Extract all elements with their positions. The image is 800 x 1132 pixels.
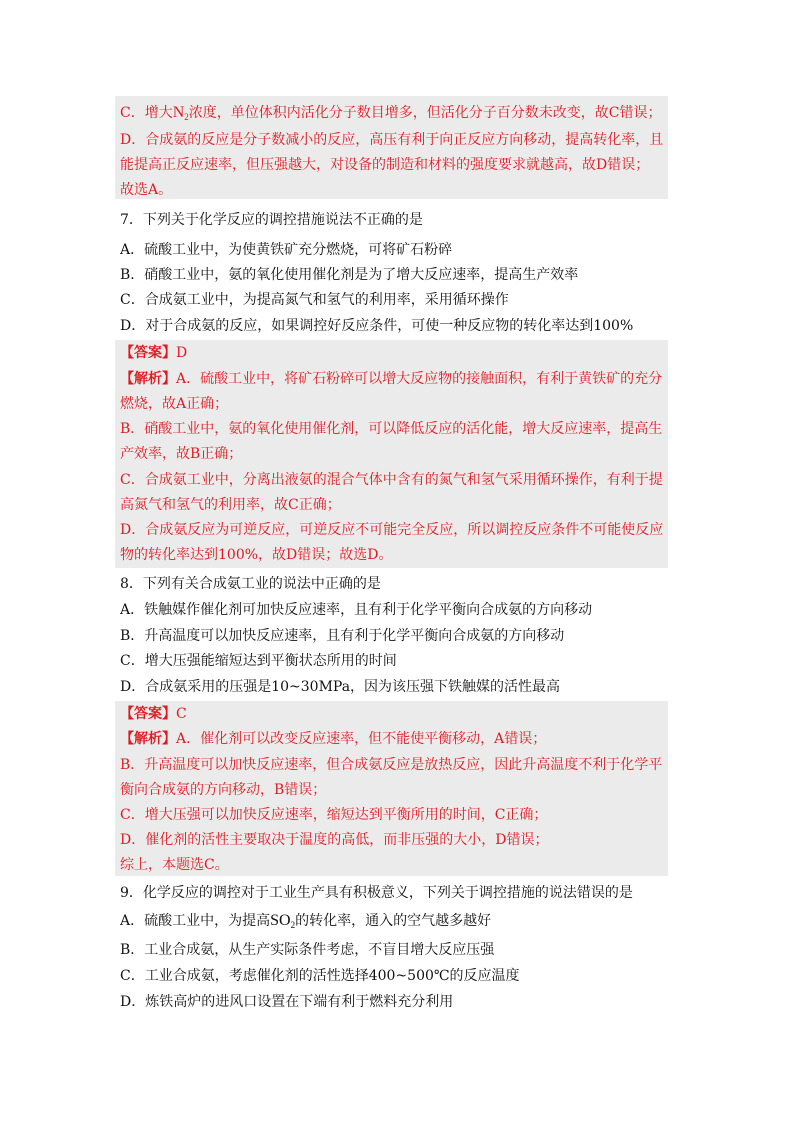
- q9-option-c: C．工业合成氨，考虑催化剂的活性选择400~500℃的反应温度: [120, 968, 520, 984]
- q8-analysis-line-2: B．升高温度可以加快反应速率，但合成氨反应是放热反应，因此升高温度不利于化学平: [120, 757, 663, 773]
- q6-conclusion: 故选A。: [120, 182, 173, 198]
- q7-analysis-line-3: B．硝酸工业中，氨的氧化使用催化剂，可以降低反应的活化能，增大反应速率，提高生: [120, 421, 663, 437]
- q7-stem: 7．下列关于化学反应的调控措施说法不正确的是: [120, 212, 423, 228]
- q6-explanation-line-c: C．增大N2浓度，单位体积内活化分子数目增多，但活化分子百分数未改变，故C错误；: [120, 104, 662, 122]
- q8-option-c: C．增大压强能缩短达到平衡状态所用的时间: [120, 653, 397, 669]
- q8-analysis-line-1: 【解析】A．催化剂可以改变反应速率，但不能使平衡移动，A错误；: [120, 731, 547, 747]
- q6-explanation-line-d2: 能提高正反应速率，但压强越大，对设备的制造和材料的强度要求就越高，故D错误；: [120, 157, 650, 173]
- q7-analysis-line-6: 高氮气和氢气的利用率，故C正确；: [120, 497, 341, 513]
- q9-option-a: A．硫酸工业中，为提高SO2的转化率，通入的空气越多越好: [120, 912, 492, 930]
- q7-analysis-line-5: C．合成氨工业中，分离出液氨的混合气体中含有的氮气和氢气采用循环操作，有利于提: [120, 472, 663, 488]
- q7-analysis-line-1: 【解析】A．硫酸工业中，将矿石粉碎可以增大反应物的接触面积，有利于黄铁矿的充分: [120, 371, 663, 387]
- q8-analysis-line-5: D．催化剂的活性主要取决于温度的高低，而非压强的大小，D错误；: [120, 832, 549, 848]
- q8-option-a: A．铁触媒作催化剂可加快反应速率，且有利于化学平衡向合成氨的方向移动: [120, 602, 593, 618]
- q7-analysis-line-4: 产效率，故B正确；: [120, 446, 243, 462]
- q7-answer: 【答案】D: [120, 345, 188, 361]
- q7-analysis-line-8: 物的转化率达到100%，故D错误；故选D。: [120, 547, 393, 563]
- q7-option-b: B．硝酸工业中，氨的氧化使用催化剂是为了增大反应速率，提高生产效率: [120, 267, 579, 283]
- q9-stem: 9．化学反应的调控对于工业生产具有积极意义，下列关于调控措施的说法错误的是: [120, 885, 633, 901]
- q8-analysis-line-4: C．增大压强可以加快反应速率，缩短达到平衡所用的时间，C正确；: [120, 807, 548, 823]
- q8-option-d: D．合成氨采用的压强是10~30MPa，因为该压强下铁触媒的活性最高: [120, 679, 561, 695]
- q6-explanation-line-d1: D．合成氨的反应是分子数减小的反应，高压有利于向正反应方向移动，提高转化率，且: [120, 132, 664, 148]
- q8-analysis-line-3: 衡向合成氨的方向移动，B错误；: [120, 782, 327, 798]
- formula-so2: SO2: [270, 912, 296, 930]
- q9-option-d: D．炼铁高炉的进风口设置在下端有利于燃料充分利用: [120, 994, 454, 1010]
- formula-n2: N2: [172, 104, 189, 122]
- q8-analysis-line-6: 综上，本题选C。: [120, 857, 229, 873]
- q8-stem: 8．下列有关合成氨工业的说法中正确的是: [120, 576, 381, 592]
- q7-option-d: D．对于合成氨的反应，如果调控好反应条件，可使一种反应物的转化率达到100%: [120, 318, 634, 334]
- q7-analysis-line-7: D．合成氨反应为可逆反应，可逆反应不可能完全反应，所以调控反应条件不可能使反应: [120, 522, 664, 538]
- q7-option-a: A．硫酸工业中，为使黄铁矿充分燃烧，可将矿石粉碎: [120, 242, 453, 258]
- q7-analysis-line-2: 燃烧，故A正确；: [120, 396, 229, 412]
- q8-option-b: B．升高温度可以加快反应速率，且有利于化学平衡向合成氨的方向移动: [120, 628, 565, 644]
- q9-option-b: B．工业合成氨，从生产实际条件考虑，不盲目增大反应压强: [120, 942, 495, 958]
- q8-answer: 【答案】C: [120, 706, 187, 722]
- q7-option-c: C．合成氨工业中，为提高氮气和氢气的利用率，采用循环操作: [120, 292, 509, 308]
